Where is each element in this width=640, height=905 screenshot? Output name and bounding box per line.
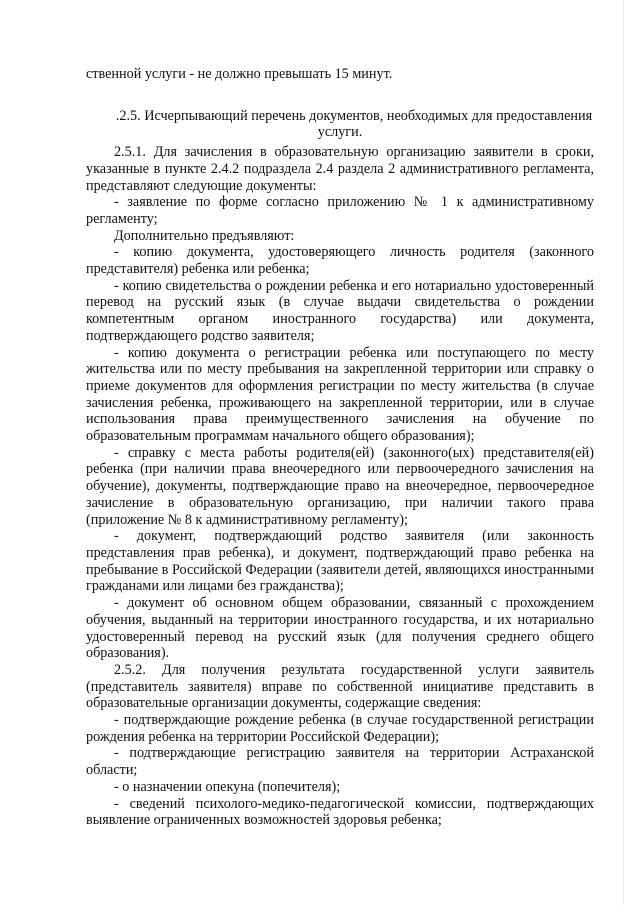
list-item-birth-confirmation: - подтверждающие рождение ребенка (в случае государственной регистрации рождения ребенка на территории Российской Федерации); [86,712,594,745]
list-item-pmpk: - сведений психолого-медико-педагогической комиссии, подтверждающих выявление ограниченных возможностей здоровья ребенка; [86,795,594,829]
list-item-guardian: - о назначении опекуна (попечителя); [114,778,341,795]
paragraph-additional: Дополнительно предъявляют: [114,227,295,244]
paragraph-time-limit: ственной услуги - не должно превышать 15 минут. [86,66,393,82]
list-item-registration: - копию документа о регистрации ребенка или поступающего по месту жительства или по месту пребывания на закрепленной территории или справку о приеме документов для оформления регистрации по месту жительства (в случае зачисления ребенка, проживающего на закрепленной территории, или в случае использования права преимущественного зачисления на обучение по образовательным программам начального общего образования); [86,344,594,445]
list-item-identity-copy: - копию документа, удостоверяющего личность родителя (законного представителя) ребенка или ребенка; [86,244,594,278]
list-item-kinship-document: - документ, подтверждающий родство заявителя (или законность представления прав ребенка), и документ, подтверждающий право ребенка на пребывание в Российской Федерации (заявители детей, являющихся иностранными гражданами или лицами без гражданства); [86,528,594,595]
list-item-birth-certificate: - копию свидетельства о рождении ребенка и его нотариально удостоверенный перевод на русский язык (в случае выдачи свидетельства о рождении компетентным органом иностранного государства) или документа, подтверждающего родство заявителя; [86,277,594,344]
paragraph-2-5-2: 2.5.2. Для получения результата государственной услуги заявитель (представитель заявителя) вправе по собственной инициативе представить в образовательные организации документы, содержащие сведения: [86,661,594,712]
list-item-work-certificate: - справку с места работы родителя(ей) (законного(ых) представителя(ей) ребенка (при наличии права внеочередного или первоочередного зачисления на обучение), документы, подтверждающие право на внеочередное, первоочередное зачисление в образовательную организацию, при наличии такого права (приложение № 8 к административному регламенту); [86,444,594,528]
document-body [86,66,594,829]
paragraph-2-5-1: 2.5.1. Для зачисления в образовательную организацию заявители в сроки, указанные в пункте 2.4.2 подраздела 2.4 раздела 2 административного регламента, представляют следующие документы: [86,144,594,194]
page-edge-line [623,0,624,905]
list-item-applicant-registration: - подтверждающие регистрацию заявителя на территории Астраханской области; [86,745,594,779]
list-item-foreign-education: - документ об основном общем образовании, связанный с прохождением обучения, выданный на территории иностранного государства, и их нотариально удостоверенный перевод на русский язык (для получения среднего общего образования). [86,595,594,662]
list-item-application: - заявление по форме согласно приложению № 1 к административному регламенту; [86,194,594,227]
section-heading-2-5: .2.5. Исчерпывающий перечень документов, необходимых для предоставления услуги. [115,107,593,141]
